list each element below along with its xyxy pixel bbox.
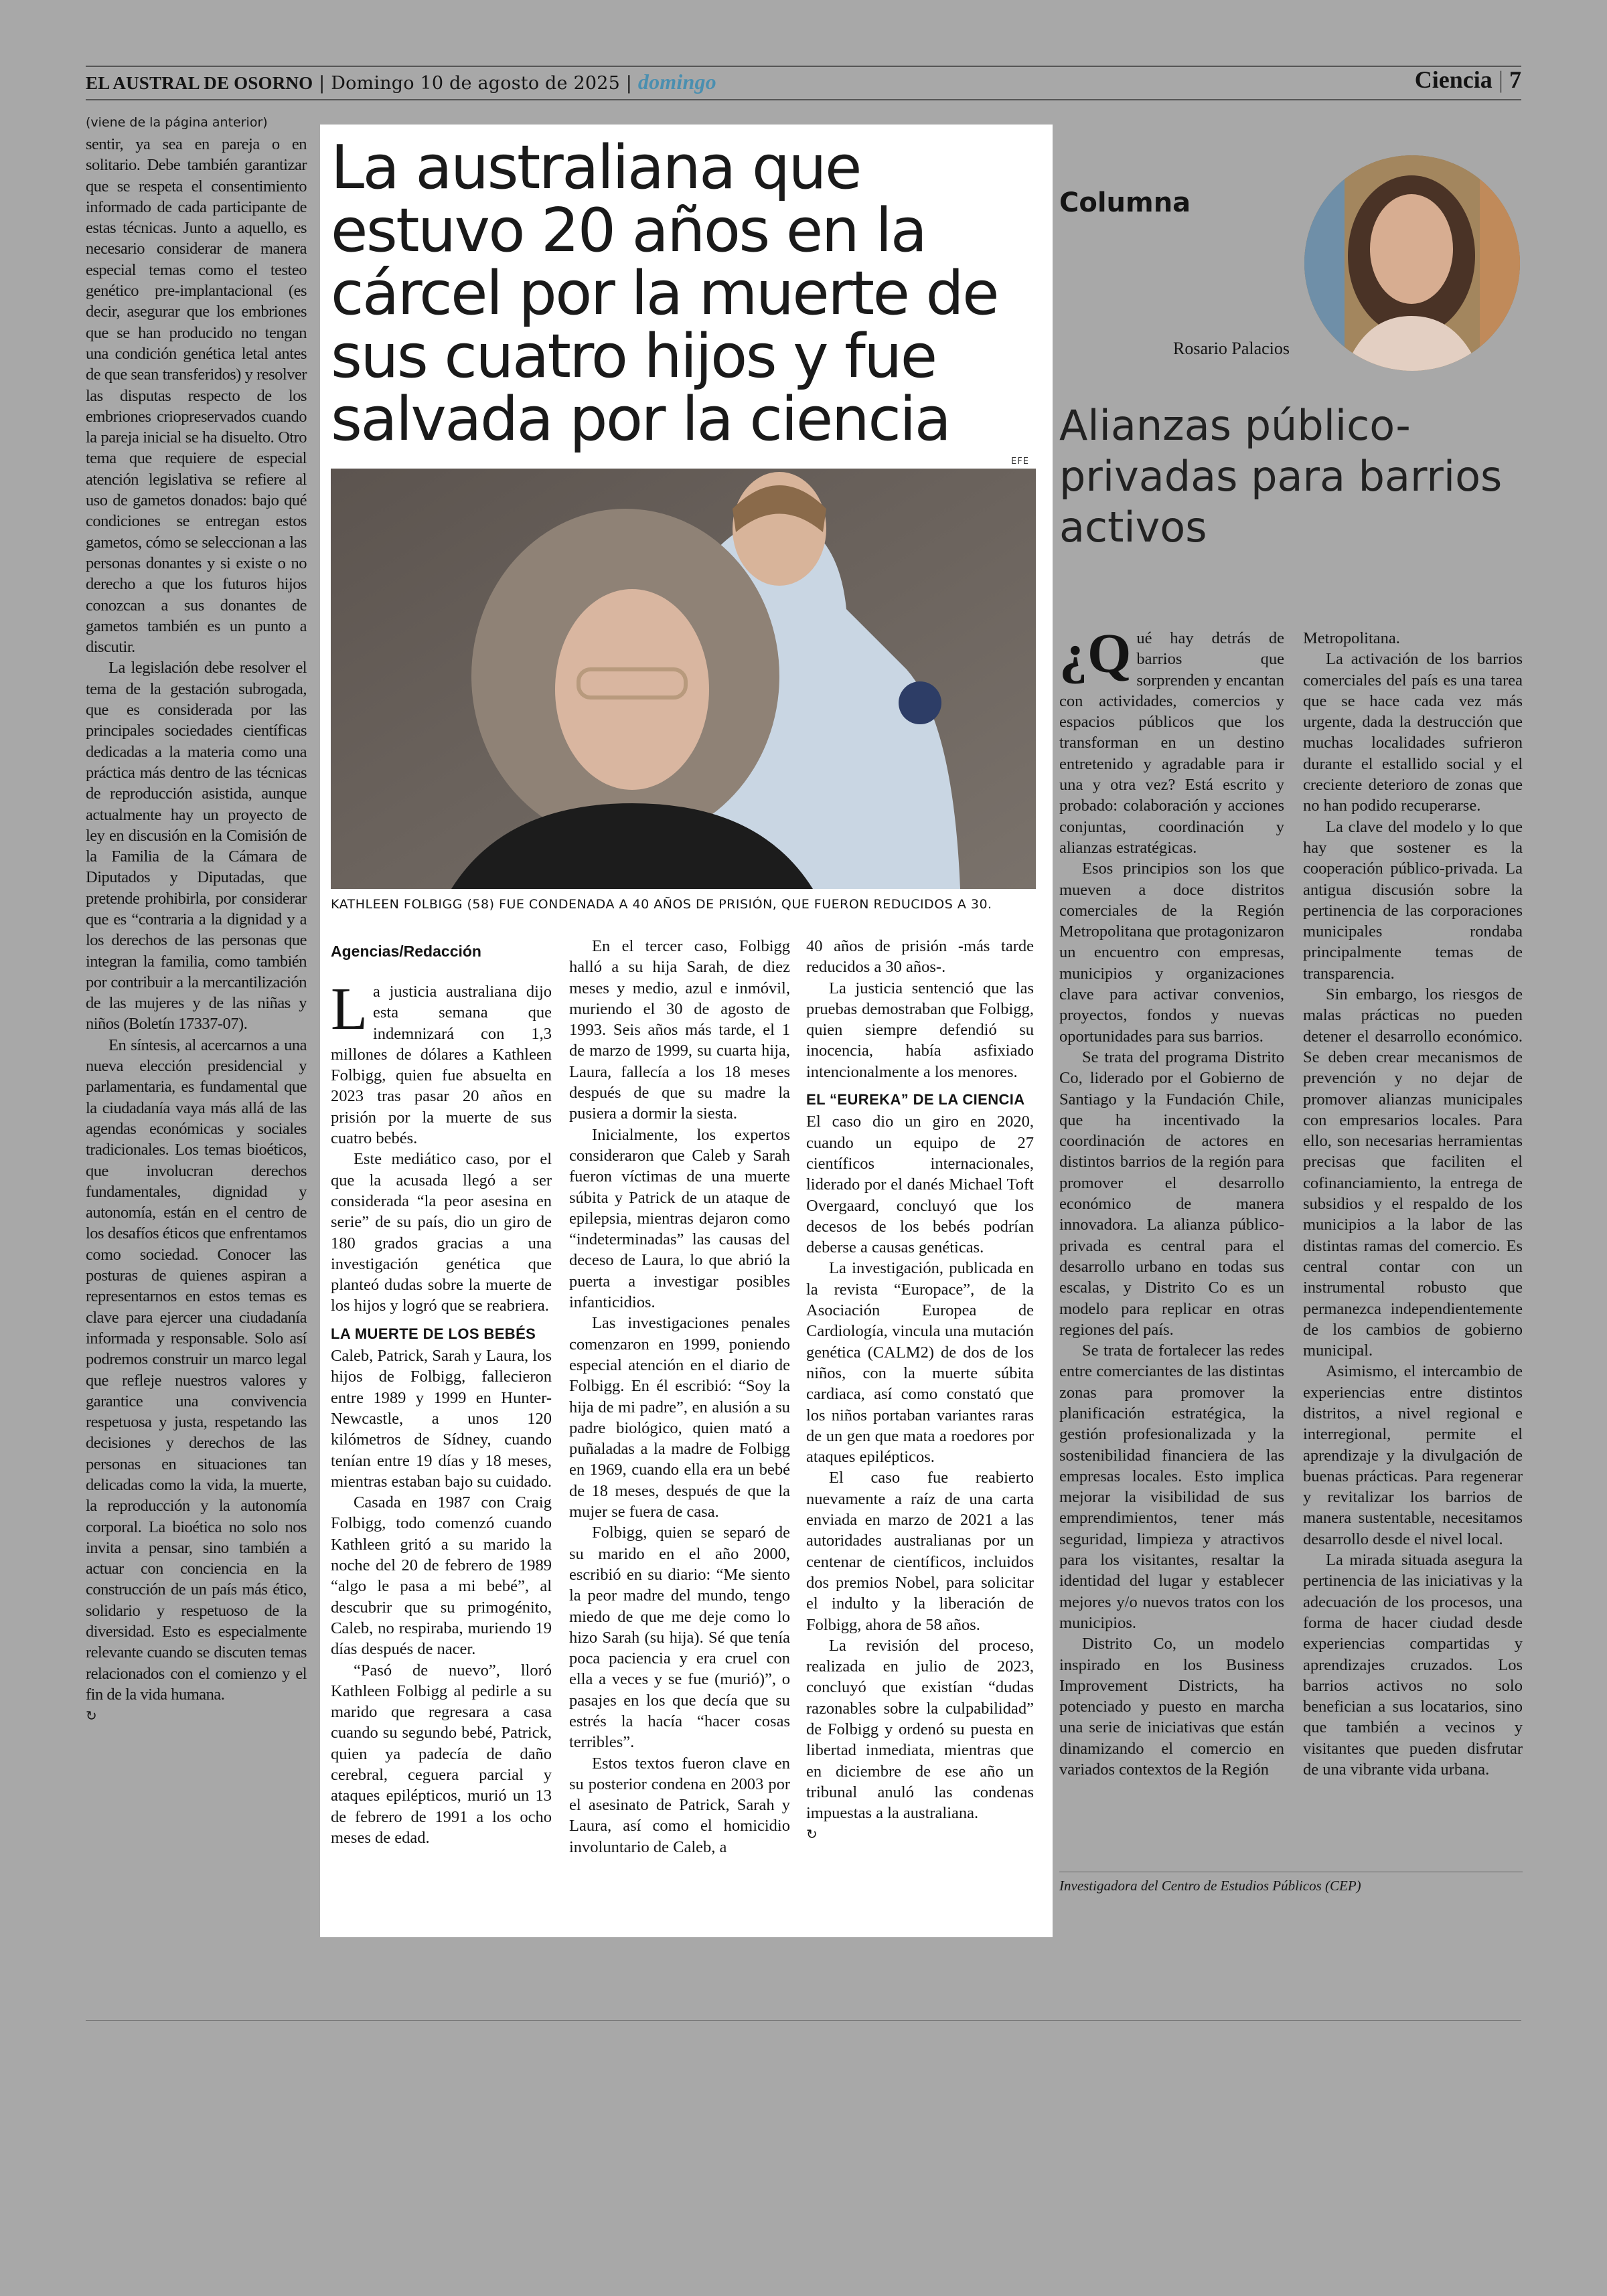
column-author: Rosario Palacios: [1173, 339, 1290, 358]
left-paragraph-1: sentir, ya sea en pareja o en solitario. Debe también garantizar que se respeta el consentimiento informado de cada participante de estas técnicas. Junto a aquello, es necesario considerar de manera especial temas como el testeo genético pre-implantacional (es decir, asegurar que los embriones que se han producido no tengan una condición genética letal antes de que sean transferidos) y resolver las disputas respecto de los embriones criopreservados cuando la pareja inicial se ha disuelto. Otro tema que requiere de especial atención legislativa se refiere al uso de gametos donados: bajo qué condiciones se entregan estos gametos, cómo se seleccionan a las personas donantes y si existe o no derecho a que los futuros hijos conozcan a sus donantes de gametos también es un punto a discutir.: [86, 135, 307, 657]
page-number: 7: [1509, 66, 1521, 93]
column-paragraph: ué hay detrás de barrios que sorprenden y encantan con actividades, comercios y espacios públicos que los transforman en un destino entretenido y agradable para ir una y otra vez? Está escrito y probado: colaboración y acciones conjuntas, coordinación y alianzas estratégicas.: [1059, 629, 1284, 857]
author-portrait: [1304, 155, 1520, 371]
article-paragraph: La justicia sentenció que las pruebas demostraban que Folbigg, quien siempre defendió su inocencia, había asfixiado intencionalmente a los menores.: [806, 979, 1034, 1081]
article-paragraph: El caso dio un giro en 2020, cuando un equipo de 27 científicos internacionales, liderado por el danés Michael Toft Overgaard, concluyó que los decesos de los bebés podrían deberse a causas genéticas.: [806, 1113, 1034, 1257]
publication-name: EL AUSTRAL DE OSORNO: [86, 73, 313, 93]
section-label: Ciencia | 7: [1414, 66, 1521, 93]
article-subhead: EL “EUREKA” DE LA CIENCIA: [806, 1091, 1025, 1109]
article-paragraph: 40 años de prisión -más tarde reducidos a 30 años-.: [806, 937, 1034, 977]
article-paragraph: “Pasó de nuevo”, lloró Kathleen Folbigg al pedirle a su marido que regresara a casa cuando su segundo bebé, Patrick, quien ya padecía de daño cerebral, ceguera parcial y ataques epilépticos, murió un 13 de febrero de 1991 a los ocho meses de edad.: [331, 1661, 552, 1847]
header-bottom-rule: [86, 99, 1521, 100]
column-paragraph: Se trata de fortalecer las redes entre comerciantes de las distintas zonas para promover la planificación estratégica, la gestión profesionalizada y la sostenibilidad financiera de las empresas locales. Esto implica mejorar la visibilidad de sus emprendimientos, tener más seguridad, limpieza y atractivos para los visitantes, resaltar la identidad del lugar y establecer mejores y/o nuevos tratos con los municipios.: [1059, 1341, 1284, 1632]
article-paragraph: Folbigg, quien se separó de su marido en el año 2000, escribió en su diario: “Me siento la peor madre del mundo, tengo miedo de que me deje como lo hizo Sarah (su hija). Sé que tenía poca paciencia y era cruel con ella a veces y se fue (murió)”, o pasajes en los que decía que su estrés la hacía “hacer cosas terribles”.: [569, 1524, 790, 1752]
article-dropcap: L: [331, 976, 368, 1042]
column-paragraph: La activación de los barrios comerciales del país es una tarea que se hace cada vez más urgente, dada la destrucción que muchas localidades sufrieron durante el estallido social y el creciente deterioro de zonas que no han podido recuperarse.: [1303, 650, 1523, 815]
column-footnote: Investigadora del Centro de Estudios Públicos (CEP): [1059, 1878, 1361, 1894]
article-photo: [331, 469, 1036, 889]
header-date: | Domingo 10 de agosto de 2025 |: [319, 73, 633, 94]
column-paragraph: Asimismo, el intercambio de experiencias entre distintos distritos, a nivel regional e interregional, permite el aprendizaje y la divulgación de buenas prácticas. Para regenerar y revitalizar los barrios de manera sustentable, necesitamos desarrollo desde el nivel local.: [1303, 1362, 1523, 1548]
article-column-2: [569, 936, 790, 1858]
column-headline: Alianzas público-privadas para barrios activos: [1059, 401, 1503, 552]
photo-credit: EFE: [1011, 457, 1029, 467]
page-header: [86, 70, 716, 94]
column-paragraph: Metropolitana.: [1303, 629, 1400, 647]
left-paragraph-3: En síntesis, al acercarnos a una nueva elección presidencial y parlamentaria, es fundamental que la ciudadanía vaya más allá de las agendas económicas y sociales tradicionales. Los temas bioéticos, que involucran derechos fundamentales, dignidad y autonomía, están en el centro de los desafíos éticos que enfrentamos como sociedad. Conocer las posturas de quienes aspiran a representarnos en estos temas es clave para ejercer una ciudadanía informada y responsable. Solo así podremos construir un marco legal que refleje nuestros valores y garantice una convivencia respetuosa y justa, respetando las decisiones y derechos de las personas en situaciones tan delicadas como la vida, la muerte, la reproducción y la autonomía corporal. La bioética no solo nos invita a pensar, sino también a actuar con conciencia en la construcción de un país más ético, solidario y respetuoso de la diversidad. Esto es especialmente relevante cuando se discuten temas relacionados con el comienzo y el fin de la vida humana.: [86, 1036, 307, 1704]
article-paragraph: Estos textos fueron clave en su posterior condena en 2003 por el asesinato de Patrick, Sarah y Laura, así como el homicidio involuntario de Caleb, a: [569, 1754, 790, 1856]
end-mark-icon: ↻: [806, 1826, 818, 1843]
article-paragraph: Las investigaciones penales comenzaron en 1999, poniendo especial atención en el diario de Folbigg. En él escribió: “Soy la hija de mi padre”, en alusión a su padre biológico, quien mató a puñaladas a la madre de Folbigg en 1969, cuando ella era un bebé de 18 meses, después de que la mujer se fuera de casa.: [569, 1314, 790, 1522]
article-paragraph: En el tercer caso, Folbigg halló a su hija Sarah, de diez meses y medio, azul e inmóvil, muriendo el 30 de agosto de 1993. Seis años más tarde, el 1 de marzo de 1999, su cuarta hija, Laura, fallecía a los 18 meses después de que su madre la pusiera a dormir la siesta.: [569, 937, 790, 1123]
left-paragraph-2: La legislación debe resolver el tema de la gestación subrogada, que es considerada por las principales sociedades científicas dedicadas a la materia como una práctica más dentro de las técnicas de reproducción asistida, aunque actualmente hay un proyecto de ley en discusión en la Comisión de la Familia de la Cámara de Diputados y Diputadas, que pretende prohibirla, por considerar que es “contraria a la dignidad y a los derechos de las personas que integran la familia, como también por contribuir a la mercantilización de las mujeres y de las niñas y niños (Boletín 17337-07).: [86, 659, 307, 1034]
article-paragraph: Inicialmente, los expertos consideraron que Caleb y Sarah fueron víctimas de una muerte súbita y Patrick de un ataque de epilepsia, mientras dejaron como “indeterminadas” las causas del deceso de Laura, lo que abrió la puerta a investigar posibles infanticidios.: [569, 1125, 790, 1312]
article-paragraph: Este mediático caso, por el que la acusada llegó a ser considerada “la peor asesina en serie” de su país, dio un giro de 180 grados gracias a una investigación genética que planteó dudas sobre la muerte de los hijos y logró que se reabriera.: [331, 1150, 552, 1315]
section-name: Ciencia: [1414, 66, 1493, 93]
photo-caption: KATHLEEN FOLBIGG (58) FUE CONDENADA A 40 AÑOS DE PRISIÓN, QUE FUERON REDUCIDOS A 30.: [331, 897, 992, 912]
page-bottom-rule: [86, 2020, 1521, 2021]
end-mark-icon: ↻: [86, 1708, 97, 1724]
column-dropcap: ¿Q: [1059, 623, 1132, 685]
article-subhead: LA MUERTE DE LOS BEBÉS: [331, 1325, 536, 1342]
article-paragraph: Casada en 1987 con Craig Folbigg, todo comenzó cuando Kathleen gritó a su marido la noche del 20 de febrero de 1989 “algo le pasa a mi bebé”, al descubrir que su primogénito, Caleb, no respiraba, muriendo 19 días después de nacer.: [331, 1493, 552, 1659]
left-column-text: [86, 134, 307, 1727]
article-paragraph: a justicia australiana dijo esta semana que indemnizará con 1,3 millones de dólares a Kathleen Folbigg, quien fue absuelta en 2023 tras pasar 20 años en prisión por la muerte de sus cuatro bebés.: [331, 983, 552, 1148]
article-column-1: [331, 976, 552, 1848]
article-paragraph: La investigación, publicada en la revista “Europace”, de la Asociación Europea de Cardiología, vincula una mutación genética (CALM2) de dos de los niños, con la muerte súbita cardiaca, así como constató que los niños portaban variantes raras de un gen que mata a roedores por ataques epilépticos.: [806, 1259, 1034, 1467]
article-paragraph: Caleb, Patrick, Sarah y Laura, los hijos de Folbigg, fallecieron entre 1989 y 1999 en Hunter-Newcastle, a unos 120 kilómetros de Sídney, cuando tenían entre 19 días y 18 meses, mientras estaban bajo su cuidado.: [331, 1347, 552, 1491]
supplement-name: domingo: [637, 70, 716, 94]
column-paragraph: Distrito Co, un modelo inspirado en los Business Improvement Districts, ha potenciado y puesto en marcha una serie de iniciativas que están dinamizando el comercio en variados contextos de la Región: [1059, 1635, 1284, 1779]
article-paragraph: La revisión del proceso, realizada en julio de 2023, concluyó que existían “dudas razonables sobre la culpabilidad” de Folbigg y ordenó su puesta en libertad inmediata, mientras que en diciembre de ese año un tribunal anuló las condenas impuestas a la australiana.: [806, 1636, 1034, 1823]
header-top-rule: [86, 66, 1521, 67]
article-column-3: [806, 936, 1034, 1846]
column-paragraph: Esos principios son los que mueven a doce distritos comerciales de la Región Metropolitana que protagonizaron un encuentro con empresas, municipios y organizaciones clave para activar convenios, proyectos, fondos y nuevas oportunidades para sus barrios.: [1059, 859, 1284, 1046]
column-paragraph: La mirada situada asegura la pertinencia de las iniciativas y la adecuación de los procesos, una forma de hacer ciudad desde experiencias compartidas y aprendizajes cruzados. Los barrios activos no solo benefician a sus locatarios, sino que también a vecinos y visitantes que pueden disfrutar de una vibrante vida urbana.: [1303, 1551, 1523, 1779]
column-text-2: [1303, 628, 1523, 1780]
photo-illustration: [331, 469, 1036, 889]
byline: Agencias/Redacción: [331, 942, 481, 960]
article-headline: La australiana que estuvo 20 años en la cárcel por la muerte de sus cuatro hijos y fue salvada por la ciencia: [331, 133, 998, 455]
portrait-illustration: [1304, 155, 1520, 371]
article-paragraph: El caso fue reabierto nuevamente a raíz de una carta enviada en marzo de 2021 a las autoridades australianas por un centenar de científicos, incluidos dos premios Nobel, para solicitar el indulto y la liberación de Folbigg, ahora de 58 años.: [806, 1469, 1034, 1634]
column-paragraph: Se trata del programa Distrito Co, liderado por el Gobierno de Santiago y la Fundación Chile, que ha incentivado la coordinación de actores en distintos barrios de la región para promover el desarrollo económico de manera innovadora. La alianza público-privada es central para el desarrollo urbano en todas sus escalas, y Distrito Co es un modelo para replicar en otras regiones del país.: [1059, 1048, 1284, 1339]
column-text-1: [1059, 623, 1284, 1780]
column-paragraph: La clave del modelo y lo que hay que sostener es la cooperación público-privada. La antigua discusión sobre la pertinencia de las corporaciones municipales rondaba principalmente temas de transparencia.: [1303, 817, 1523, 983]
continued-note: (viene de la página anterior): [86, 115, 268, 130]
column-paragraph: Sin embargo, los riesgos de malas prácticas no pueden detener el desarrollo económico. Se deben crear mecanismos de prevención y no dejar de promover alianzas municipales con empresarios locales. Para ello, son necesarias herramientas precisas que faciliten el cofinanciamiento, la entrega de subsidios y el respaldo de los municipios a la labor de las distintas ramas del comercio. Es central contar con un instrumental robusto que permanezca independientemente de los cambios de gobierno municipal.: [1303, 985, 1523, 1360]
column-kicker: Columna: [1059, 187, 1191, 218]
